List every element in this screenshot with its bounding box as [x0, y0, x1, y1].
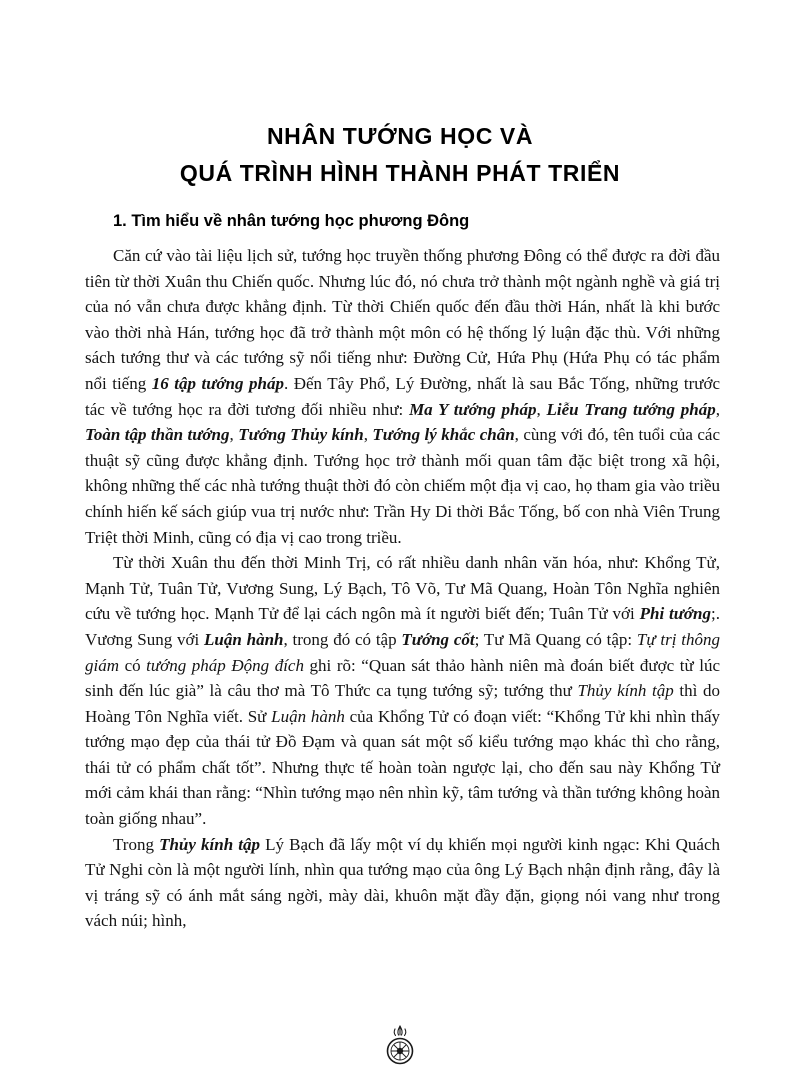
text-segment: Thủy kính tập — [577, 681, 674, 701]
decorative-seal-icon — [383, 1025, 417, 1069]
text-segment: Thủy kính tập — [159, 834, 261, 854]
text-segment: , — [229, 425, 239, 445]
text-segment: ghi rõ: “Quan sát thảo hành niên mà đoán biết được từ lúc sinh đến lúc già” là câu thơ mà Tô Thức ca tụng tướng sỹ; tướng thư — [85, 655, 720, 701]
text-segment: , trong đó có tập — [283, 629, 402, 649]
paragraph — [85, 550, 720, 832]
paragraphs — [85, 243, 720, 934]
text-segment: Liễu Trang tướng pháp — [546, 399, 716, 419]
text-segment: Từ thời Xuân thu đến thời Minh Trị, có rất nhiều danh nhân văn hóa, như: Khổng Tử, Mạnh Tử, Tuân Tử, Vương Sung, Lý Bạch, Tô Võ, Tư Mã Quang, Hoàn Tôn Nghĩa nghiên cứu về tướng học. Mạnh Tử để lại cách ngôn mà ít người biết đến; Tuân Tử với — [85, 553, 720, 624]
text-segment: Căn cứ vào tài liệu lịch sử, tướng học truyền thống phương Đông có thể được ra đời đầu tiên từ thời Xuân thu Chiến quốc. Nhưng lúc đó, nó chưa trở thành một ngành nghề và giá trị của nó vẫn chưa được khẳng định. Từ thời Chiến quốc đến đầu thời Hán, nhất là khi bước vào thời nhà Hán, tướng học đã trở thành một môn có hệ thống lý luận đặc thù. Với những sách tướng thư và các tướng sỹ nổi tiếng như: Đường Cử, Hứa Phụ (Hứa Phụ có tác phẩm nổi tiếng — [85, 246, 720, 393]
text-segment: ;. Vương Sung với — [85, 604, 720, 649]
text-segment: , cùng với đó, tên tuổi của các thuật sỹ cũng được khẳng định. Tướng học trở thành mối quan tâm đặc biệt trong xã hội, không những thế các nhà tướng thuật thời đó còn chiếm một địa vị cao, họ tham gia vào triều chính hiến kế sách giúp vua trị nước như: Trần Hy Di thời Bắc Tống, bố con nhà Viên Trung Triệt thời Minh, cũng có địa vị cao trong triều. — [85, 425, 721, 547]
text-segment: có — [119, 655, 147, 675]
text-segment: Ma Y tướng pháp — [409, 399, 537, 419]
text-segment: . Đến Tây Phổ, Lý Đường, nhất là sau Bắc Tống, những trước tác về tướng học ra đời tương đối nhiều như: — [85, 373, 720, 419]
text-segment: tướng pháp Động đích — [146, 655, 304, 675]
text-segment: Phi tướng — [639, 604, 711, 624]
text-segment: thì do Hoàng Tôn Nghĩa viết. Sử — [85, 681, 720, 726]
paragraph — [85, 243, 720, 550]
text-segment: Tướng cốt — [401, 629, 475, 649]
text-segment: Luận hành — [271, 706, 345, 726]
paragraph — [85, 832, 720, 934]
text-segment: , — [363, 425, 373, 445]
text-segment: của Khổng Tử có đoạn viết: “Khổng Tử khi nhìn thấy tướng mạo đẹp của thái tử Đồ Đạm và quan sát một số kiểu tướng mạo khác thì cho rằng, thái tử có phẩm chất tốt”. Nhưng thực tế hoàn toàn ngược lại, cho đến sau này Khổng Tử mới cảm khái than rằng: “Nhìn tướng mạo nên nhìn kỹ, tâm tướng và thần tướng không hoàn toàn giống nhau”. — [85, 706, 720, 829]
text-segment: Luận hành — [204, 629, 284, 649]
text-segment: , — [536, 399, 547, 419]
page-title — [0, 0, 800, 192]
text-segment: 16 tập tướng pháp — [151, 373, 284, 393]
title-line-1: NHÂN TƯỚNG HỌC VÀ — [266, 123, 534, 149]
title-line-2: QUÁ TRÌNH HÌNH THÀNH PHÁT TRIỂN — [179, 160, 621, 186]
text-segment: ; Tư Mã Quang có tập: — [474, 629, 637, 649]
text-segment: Toàn tập thần tướng — [85, 425, 230, 445]
text-segment: Tự trị thông giám — [85, 629, 720, 675]
text-segment: , — [715, 399, 721, 419]
text-segment: Trong — [113, 834, 160, 854]
text-segment: Lý Bạch đã lấy một ví dụ khiến mọi người kinh ngạc: Khi Quách Tử Nghi còn là một người lính, nhìn qua tướng mạo của ông Lý Bạch nhận định rằng, đây là vị tráng sỹ có ánh mắt sáng ngời, mày dài, khuôn mặt đầy đặn, giọng nói vang như trong vách núi; hình, — [85, 834, 721, 931]
section-heading: 1. Tìm hiểu về nhân tướng học phương Đông — [113, 212, 470, 230]
text-segment: Tướng lý khắc chân — [372, 425, 515, 445]
text-segment: Tướng Thủy kính — [238, 425, 364, 445]
